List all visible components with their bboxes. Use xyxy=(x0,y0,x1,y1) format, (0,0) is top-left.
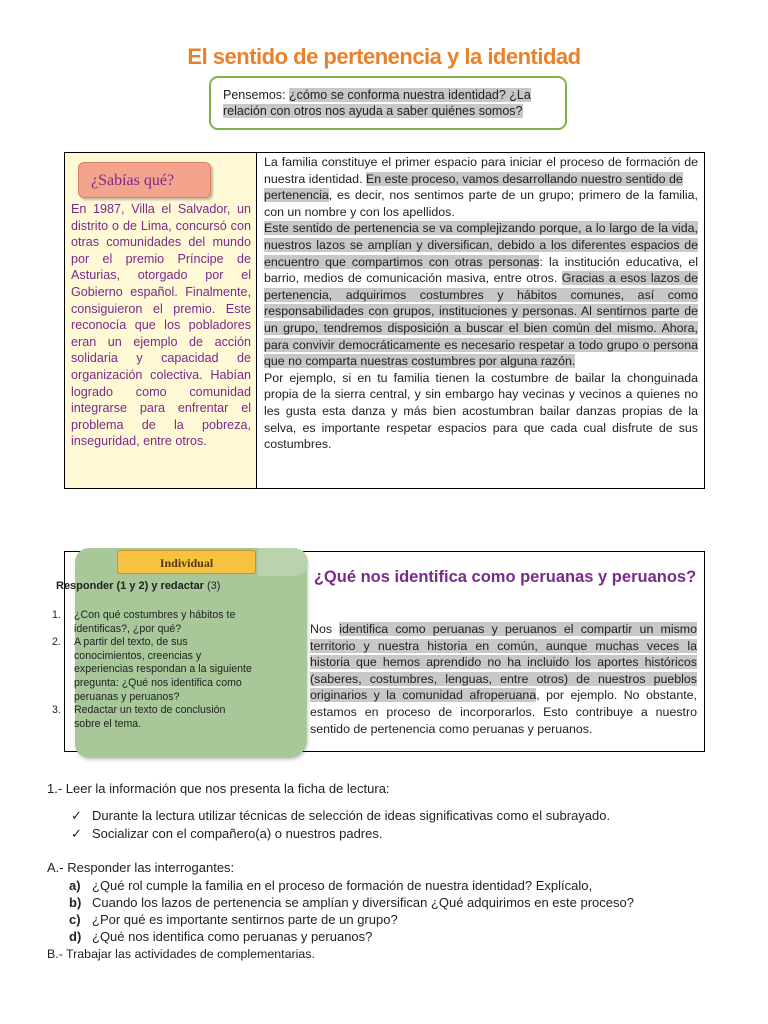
scroll-tail xyxy=(258,548,308,576)
did-you-know-text: En 1987, Villa el Salvador, un distrito o de Lima, concursó con otras comunidades del mundo por el premio Príncipe de Asturias, otorgado por el Gobierno español. Finalmente, consiguieron el premio. Este reconocía que los pobladores eran un ejemplo de acción solidaria y capacidad de organización colectiva. Habían logrado como comunidad integrarse para enfrentar el problema de la pobreza, inseguridad, entre otros. xyxy=(71,202,251,449)
did-you-know-badge: ¿Sabías qué? xyxy=(78,162,211,198)
highlighted-text: pertenencia xyxy=(264,188,329,203)
text-span: , es decir, nos sentimos parte de un grupo; primero de la familia, con un nombre y con los apellidos. xyxy=(264,188,698,219)
text-span: : la institución educativa, el barrio, medios de comunicación masiva, entre otros. xyxy=(264,254,698,286)
list-number: 3. xyxy=(52,704,61,717)
question-text: ¿Por qué es importante sentirnos parte de un grupo? xyxy=(92,912,398,927)
reflection-question: ¿cómo se conforma nuestra identidad? ¿La relación con otros nos ayuda a saber quiénes somos? xyxy=(223,88,531,118)
check-icon: ✓ xyxy=(71,826,82,841)
highlighted-text: Este sentido de pertenencia se va complejizando porque, a lo largo de la vida, nuestros lazos se amplían y diversifican, debido a los diferentes espacios de encuentro que compartimos con otras personas xyxy=(264,221,698,269)
reflection-question-box xyxy=(209,76,567,130)
peru-identity-heading: ¿Qué nos identifica como peruanas y peruanos? xyxy=(313,568,697,586)
peru-identity-text xyxy=(310,621,697,737)
question-text: Cuando los lazos de pertenencia se amplían y diversifican ¿Qué adquirimos en este proceso? xyxy=(92,895,634,910)
task-header-label: Responder (1 y 2) y redactar xyxy=(56,580,204,592)
bullet-text: Durante la lectura utilizar técnicas de selección de ideas significativas como el subrayado. xyxy=(92,808,611,823)
instruction-step-a: A.- Responder las interrogantes: xyxy=(47,860,235,875)
family-identity-text xyxy=(264,154,698,453)
highlighted-text: En este proceso, vamos desarrollando nuestro sentido de xyxy=(365,171,683,186)
paragraph-family xyxy=(264,154,698,220)
highlighted-text: Gracias a esos lazos de pertenencia, adquirimos costumbres y hábitos comunes, así como responsabilidades con grupos, instituciones y personas. Al sentirnos parte de un grupo, tendremos disposición a buscar el bien común del mismo. Ahora, para convivir democráticamente es necesario respetar a todo grupo o persona que no comparta nuestras costumbres por alguna razón. xyxy=(264,271,699,369)
highlighted-text: identifica como peruanas y peruanos el compartir un mismo territorio y nuestra historia en común, aunque muchas veces la historia que hemos aprendido no ha incluido los aportes históricos (saberes, costumbres, lenguas, entre otros) de nuestros pueblos originarios y la comunidad afroperuana xyxy=(310,622,697,703)
list-number: 1. xyxy=(52,609,61,621)
question-letter: c) xyxy=(69,912,81,927)
question-text: ¿Qué nos identifica como peruanas y peruanos? xyxy=(92,929,373,944)
list-item xyxy=(52,704,252,731)
reflection-prefix: Pensemos: xyxy=(223,88,290,102)
page-title: El sentido de pertenencia y la identidad xyxy=(187,44,581,69)
question-letter: a) xyxy=(69,878,81,893)
instruction-step-b: B.- Trabajar las actividades de complementarias. xyxy=(47,947,315,961)
list-number: 2. xyxy=(52,636,61,649)
individual-badge: Individual xyxy=(117,550,256,574)
task-list xyxy=(52,609,252,731)
reading-table xyxy=(64,152,705,489)
list-text: Redactar un texto de conclusión sobre el tema. xyxy=(74,704,226,730)
list-text: ¿Con qué costumbres y hábitos te identificas?, ¿por qué? xyxy=(74,609,236,635)
instruction-step-1: 1.- Leer la información que nos presenta la ficha de lectura: xyxy=(47,781,390,796)
question-letter: b) xyxy=(69,895,82,910)
task-header-count: (3) xyxy=(207,580,221,592)
list-item xyxy=(52,636,252,704)
question-text: ¿Qué rol cumple la familia en el proceso de formación de nuestra identidad? Explícalo, xyxy=(92,878,593,893)
text-span: , por ejemplo. No obstante, estamos en proceso de incorporarlos. Esto contribuye a nuestro sentido de pertenencia como peruanas y peruanos. xyxy=(310,688,697,736)
question-letter: d) xyxy=(69,929,82,944)
text-span: La familia constituye el primer espacio para iniciar el proceso de formación de nuestra identidad. xyxy=(264,155,698,186)
task-header xyxy=(56,580,220,592)
did-you-know-panel xyxy=(65,153,257,488)
paragraph-belonging xyxy=(264,220,698,369)
bullet-text: Socializar con el compañero(a) o nuestros padres. xyxy=(92,826,383,841)
check-icon: ✓ xyxy=(71,808,82,823)
paragraph-example: Por ejemplo, si en tu familia tienen la costumbre de bailar la chonguinada propia de la sierra central, y sin embargo hay vecinas y vecinos a quienes no les gusta esta danza y más bien acostumbran bailar danzas propias de la selva, es importante respetar espacios para que cada cual disfrute de sus costumbres. xyxy=(264,370,698,452)
list-item xyxy=(52,609,252,636)
text-span: Nos xyxy=(310,622,340,636)
list-text: A partir del texto, de sus conocimientos, creencias y experiencias respondan a la siguiente pregunta: ¿Qué nos identifica como peruanas y peruanos? xyxy=(74,636,252,703)
